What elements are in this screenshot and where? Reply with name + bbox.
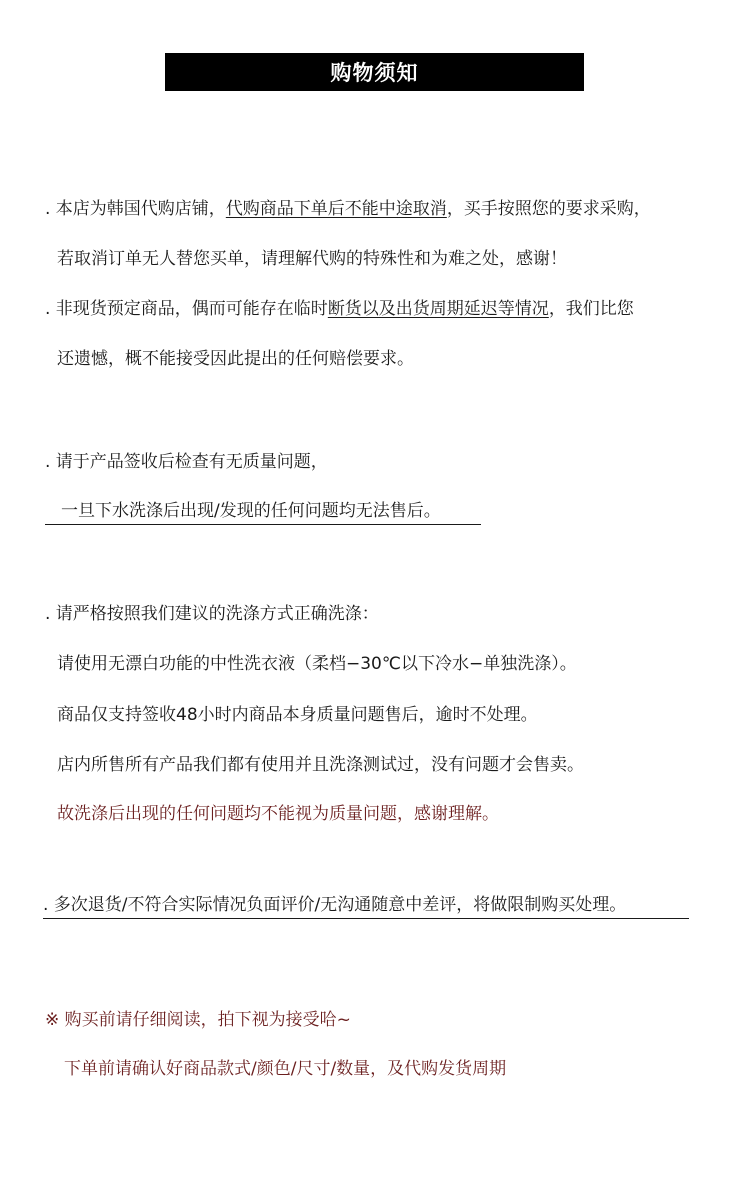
notice-preorder-line <box>45 298 634 320</box>
notice-emphasis: 断货以及出货周期延迟等情况 <box>327 299 549 319</box>
notice-quality-warning: 故洗涤后出现的任何问题均不能视为质量问题，感谢理解。 <box>57 804 499 824</box>
notice-cancel-line <box>45 198 651 220</box>
notice-text: . 本店为韩国代购店铺， <box>45 199 226 219</box>
notice-cancel-detail: 若取消订单无人替您买单，请理解代购的特殊性和为难之处，感谢！ <box>57 249 567 269</box>
notice-text: ，我们比您 <box>548 299 634 319</box>
notice-emphasis: 代购商品下单后不能中途取消 <box>225 199 447 219</box>
notice-wash-detail: 请使用无漂白功能的中性洗衣液（柔档−30℃以下冷水−单独洗涤）。 <box>57 654 577 674</box>
notice-wash-line: . 请严格按照我们建议的洗涤方式正确洗涤： <box>45 604 379 624</box>
notice-aftersale-detail: 商品仅支持签收48小时内商品本身质量问题售后，逾时不处理。 <box>57 705 538 725</box>
notice-preorder-detail: 还遗憾，概不能接受因此提出的任何赔偿要求。 <box>57 349 414 369</box>
notice-inspect-detail: 一旦下水洗涤后出现/发现的任何问题均无法售后。 <box>45 500 481 525</box>
notice-inspect-line: . 请于产品签收后检查有无质量问题， <box>45 452 328 472</box>
notice-text: ，买手按照您的要求采购， <box>446 199 651 219</box>
notice-text: . 非现货预定商品，偶而可能存在临时 <box>45 299 328 319</box>
notice-tested-detail: 店内所售所有产品我们都有使用并且洗涤测试过，没有问题才会售卖。 <box>57 755 584 775</box>
notice-return-policy: . 多次退货/不符合实际情况负面评价/无沟通随意中差评，将做限制购买处理。 <box>43 894 689 919</box>
notice-read-carefully: ※ 购买前请仔细阅读，拍下视为接受哈~ <box>45 1010 351 1030</box>
notice-confirm-order: 下单前请确认好商品款式/颜色/尺寸/数量，及代购发货周期 <box>64 1059 507 1079</box>
page-title: 购物须知 <box>165 53 584 91</box>
